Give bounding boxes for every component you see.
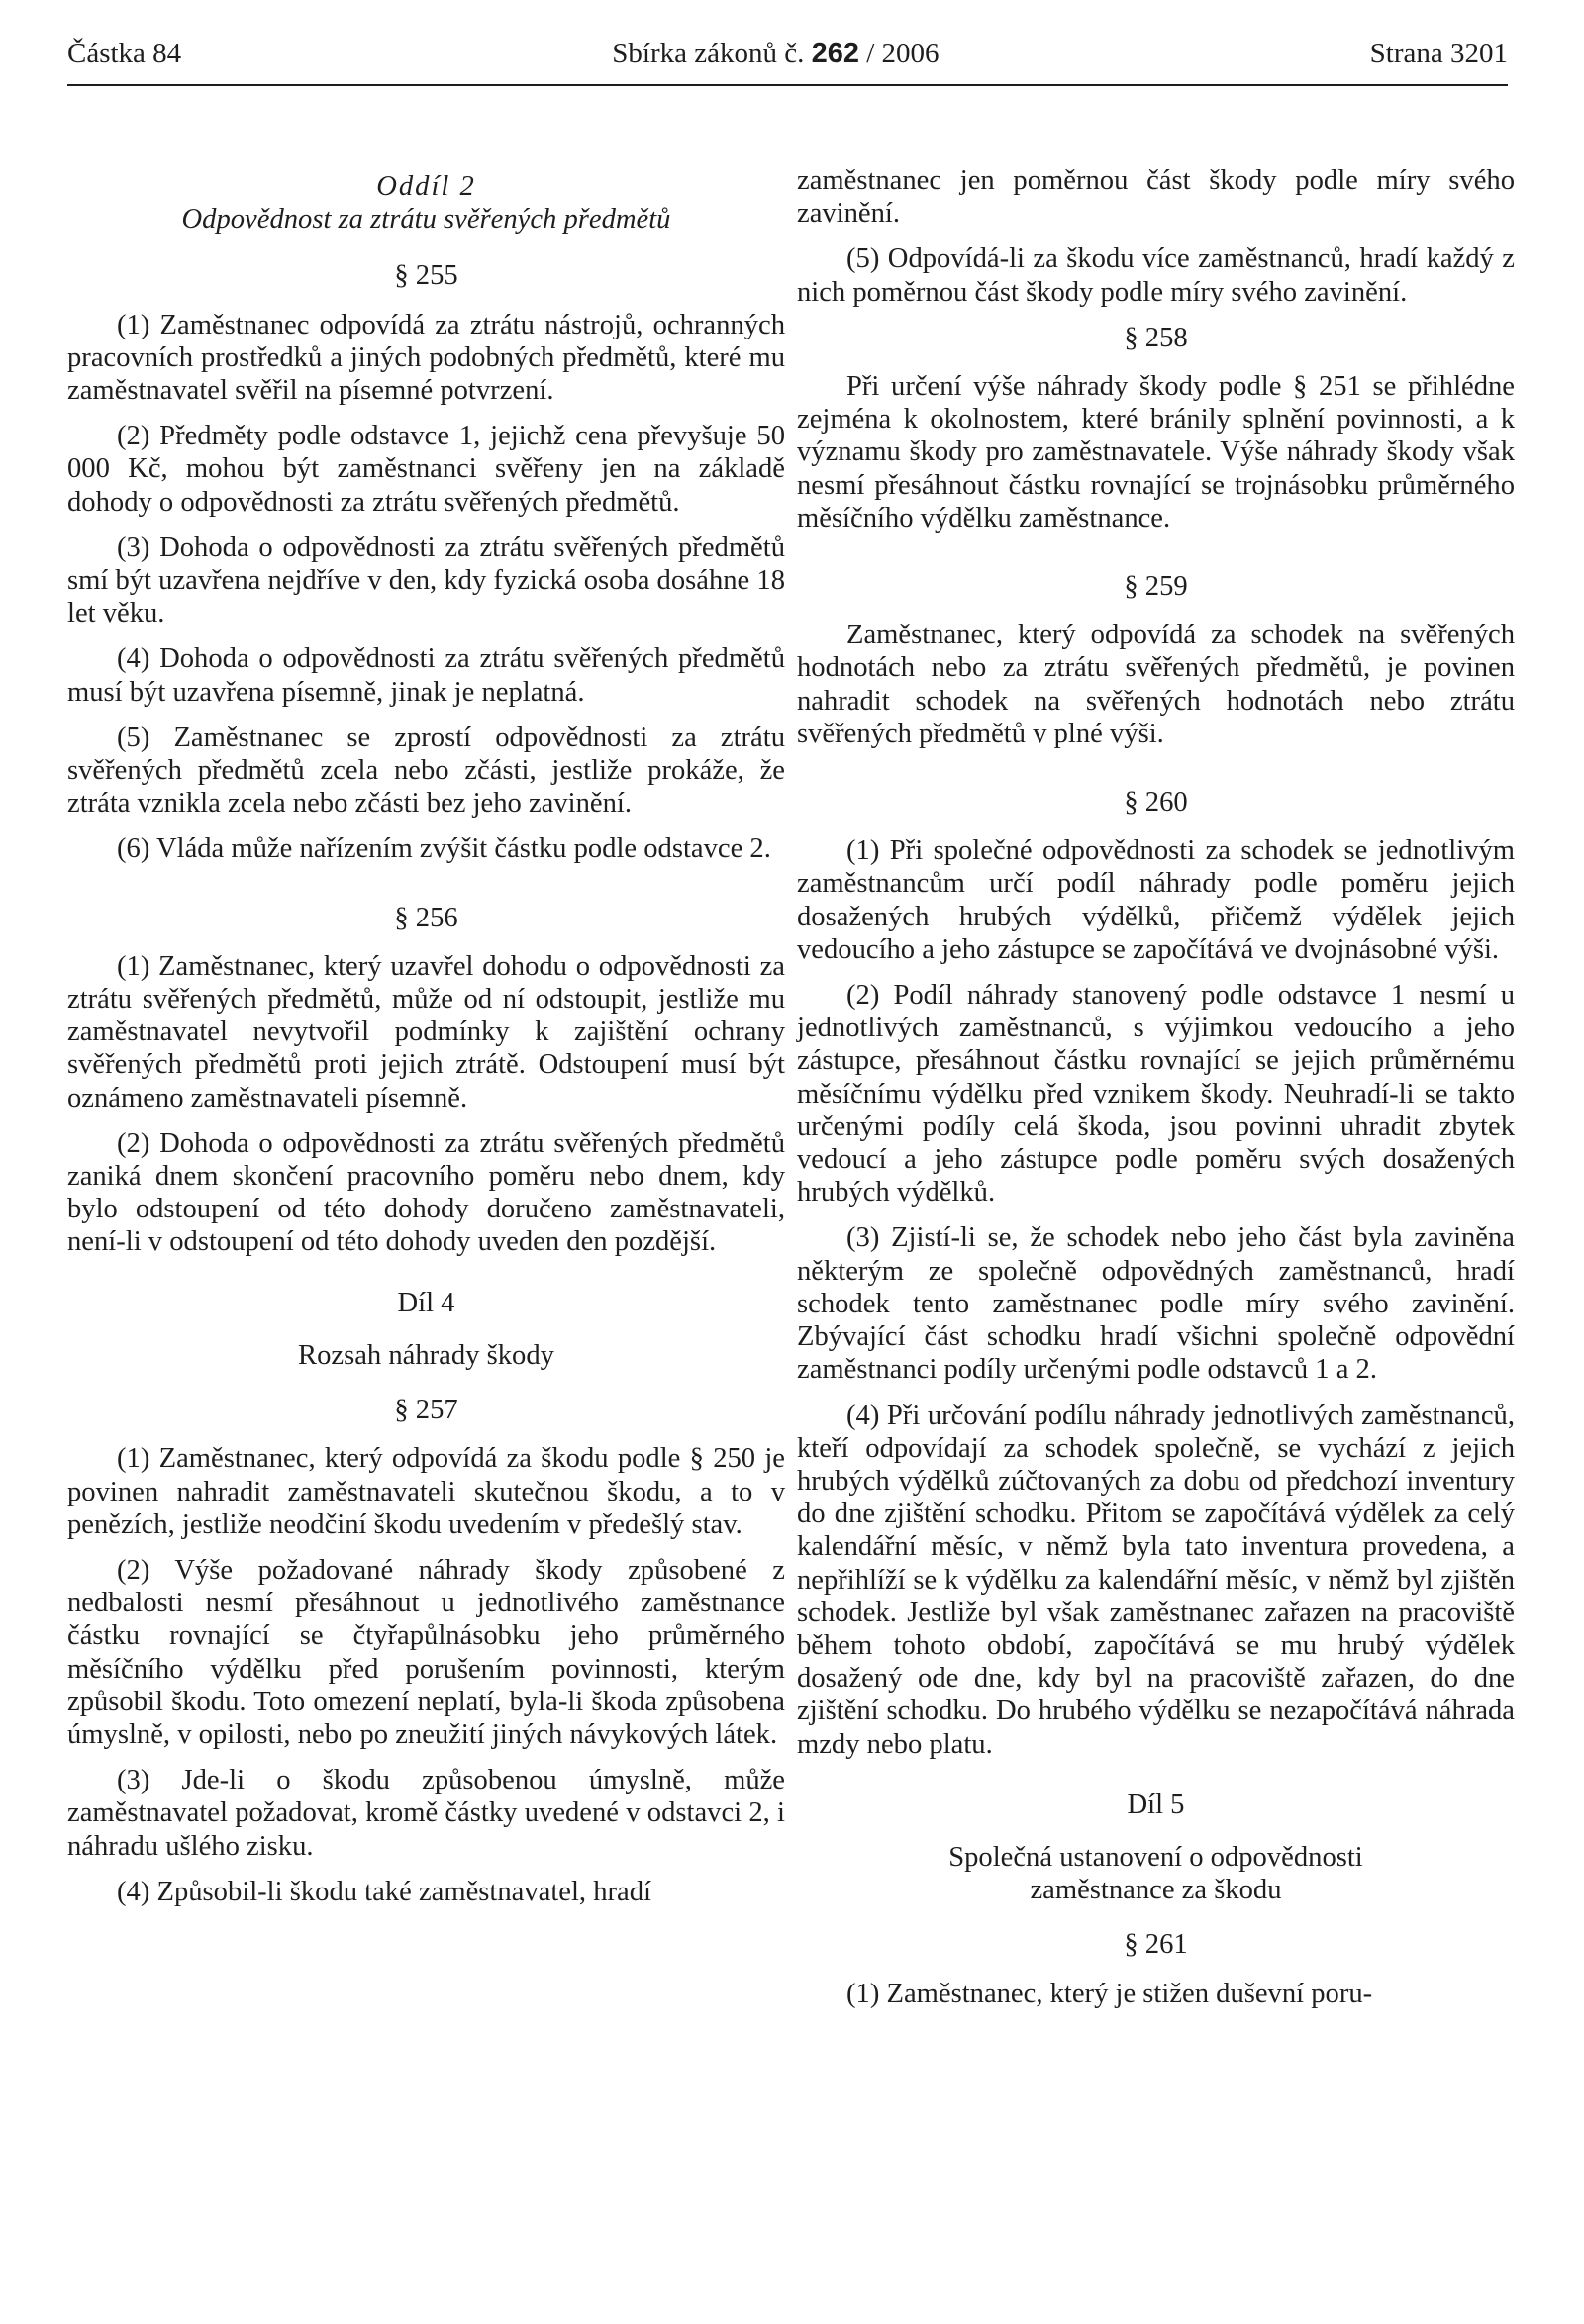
header-law-number: 262 [811,38,859,69]
right-column [797,164,1515,2023]
paragraph-255-4: (4) Dohoda o odpovědnosti za ztrátu svěřených předmětů musí být uzavřena písemně, jinak je neplatná. [67,643,785,708]
paragraph-257-2: (2) Výše požadované náhrady škody způsobené z nedbalosti nesmí přesáhnout u jednotlivého zaměstnance částku rovnající se čtyřapůlnásobku jeho průměrného měsíčního výdělku před porušením povinnosti, kterým způsobil škodu. Toto omezení neplatí, byla-li škoda způsobena úmyslně, v opilosti, nebo po zneužití jiných návykových látek. [67,1554,785,1750]
paragraph-255-6: (6) Vláda může nařízením zvýšit částku podle odstavce 2. [117,833,771,865]
header-page-number: Strana 3201 [1369,38,1508,69]
part-4-heading: Díl 4 [397,1287,455,1318]
paragraph-260-2: (2) Podíl náhrady stanovený podle odstavce 1 nesmí u jednotlivých zaměstnanců, s výjimkou vedoucího a jeho zástupce, přesáhnout částku rovnající se jejich průměrnému měsíčnímu výdělku před vznikem škody. Neuhradí-li se takto určenými podíly celá škoda, jsou povinni uhradit zbytek vedoucí a jeho zástupce podle poměru svých dosažených hrubých výdělků. [797,980,1515,1209]
paragraph-255-3: (3) Dohoda o odpovědnosti za ztrátu svěřených předmětů smí být uzavřena nejdříve v den, kdy fyzická osoba dosáhne 18 let věku. [67,532,785,629]
section-heading: Oddíl 2 [376,171,476,202]
section-title: Odpovědnost za ztrátu svěřených předmětů [181,204,671,236]
paragraph-260-heading: § 260 [1124,787,1188,819]
paragraph-258-heading: § 258 [1124,322,1188,353]
paragraph-256-1: (1) Zaměstnanec, který uzavřel dohodu o odpovědnosti za ztrátu svěřených předmětů, může od ní odstoupit, jestliže mu zaměstnavatel nevytvořil podmínky k zajištění ochrany svěřených předmětů proti jejich ztrátě. Odstoupení musí být oznámeno zaměstnavateli písemně. [67,950,785,1114]
paragraph-257-4-continued: zaměstnanec jen poměrnou část škody podle míry svého zavinění. [797,165,1515,230]
part-5-title-line-2: zaměstnance za škodu [1030,1875,1282,1906]
part-5-title-line-1: Společná ustanovení o odpovědnosti [948,1841,1363,1873]
header-issue: Částka 84 [67,38,182,69]
header-collection [612,38,939,70]
paragraph-256-heading: § 256 [394,902,458,933]
paragraph-261-1: (1) Zaměstnanec, který je stižen duševní poru- [846,1978,1373,2009]
paragraph-257-1: (1) Zaměstnanec, který odpovídá za škodu podle § 250 je povinen nahradit zaměstnavateli skutečnou škodu, a to v penězích, jestliže neodčiní škodu uvedením v předešlý stav. [67,1443,785,1540]
left-column [67,164,785,1921]
paragraph-255-1: (1) Zaměstnanec odpovídá za ztrátu nástrojů, ochranných pracovních prostředků a jiných podobných předmětů, které mu zaměstnavatel svěřil na písemné potvrzení. [67,309,785,407]
paragraph-259-text: Zaměstnanec, který odpovídá za schodek na svěřených hodnotách nebo za ztrátu svěřených předmětů, je povinen nahradit schodek na svěřených hodnotách nebo ztrátu svěřených předmětů v plné výši. [797,620,1515,749]
header-collection-prefix: Sbírka zákonů č. [612,38,805,69]
paragraph-255-5: (5) Zaměstnanec se zprostí odpovědnosti za ztrátu svěřených předmětů zcela nebo zčásti, jestliže prokáže, že ztráta vznikla zcela nebo zčásti bez jeho zavinění. [67,722,785,820]
paragraph-258-text: Při určení výše náhrady škody podle § 251 se přihlédne zejména k okolnostem, které bránily splnění povinnosti, a k významu škody pro zaměstnavatele. Výše náhrady škody však nesmí přesáhnout částku rovnající se trojnásobku průměrného měsíčního výdělku zaměstnance. [797,371,1515,533]
paragraph-260-1: (1) Při společné odpovědnosti za schodek se jednotlivým zaměstnancům určí podíl náhrady podle poměru jejich dosažených hrubých výdělků, přičemž výdělek jejich vedoucího a jeho zástupce se započítává ve dvojnásobné výši. [797,835,1515,965]
header-year: / 2006 [866,38,940,69]
part-5-heading: Díl 5 [1127,1789,1185,1820]
paragraph-257-3: (3) Jde-li o škodu způsobenou úmyslně, může zaměstnavatel požadovat, kromě částky uvedené v odstavci 2, i náhradu ušlého zisku. [67,1765,785,1862]
paragraph-257-5: (5) Odpovídá-li za škodu více zaměstnanců, hradí každý z nich poměrnou část škody podle míry svého zavinění. [797,243,1515,308]
paragraph-257-4: (4) Způsobil-li škodu také zaměstnavatel, hradí [117,1876,651,1907]
paragraph-259-heading: § 259 [1124,571,1188,603]
paragraph-260-4: (4) Při určování podílu náhrady jednotlivých zaměstnanců, kteří odpovídají za schodek společně, se vychází z jejich hrubých výdělků zúčtovaných za dobu od předchozí inventury do dne zjištění schodku. Přitom se započítává výdělek za celý kalendářní měsíc, v němž byla tato inventura provedena, a nepřihlíží se k výdělku za kalendářní měsíc, v němž byl zjištěn schodek. Jestliže byl však zaměstnanec zařazen na pracoviště během tohoto období, započítává se mu hrubý výdělek dosažený ode dne, kdy byl na pracoviště zařazen, do dne zjištění schodku. Do hrubého výdělku se nezapočítává náhrada mzdy nebo platu. [797,1400,1515,1760]
page-header [67,38,1508,86]
paragraph-260-3: (3) Zjistí-li se, že schodek nebo jeho část byla zaviněna některým ze společně odpovědných zaměstnanců, hradí schodek tento zaměstnanec podle míry svého zavinění. Zbývající část schodku hradí všichni společně odpovědní zaměstnanci podíly určenými podle odstavců 1 a 2. [797,1222,1515,1386]
part-4-title: Rozsah náhrady škody [298,1339,554,1371]
paragraph-255-2: (2) Předměty podle odstavce 1, jejichž cena převyšuje 50 000 Kč, mohou být zaměstnanci svěřeny jen na základě dohody o odpovědnosti za ztrátu svěřených předmětů. [67,421,785,518]
paragraph-255-heading: § 255 [394,260,458,292]
paragraph-256-2: (2) Dohoda o odpovědnosti za ztrátu svěřených předmětů zaniká dnem skončení pracovního poměru nebo dnem, kdy bylo odstoupení od této dohody doručeno zaměstnavateli, není-li v odstoupení od této dohody uveden den pozdější. [67,1127,785,1258]
paragraph-257-heading: § 257 [394,1395,458,1426]
paragraph-261-heading: § 261 [1124,1929,1188,1961]
